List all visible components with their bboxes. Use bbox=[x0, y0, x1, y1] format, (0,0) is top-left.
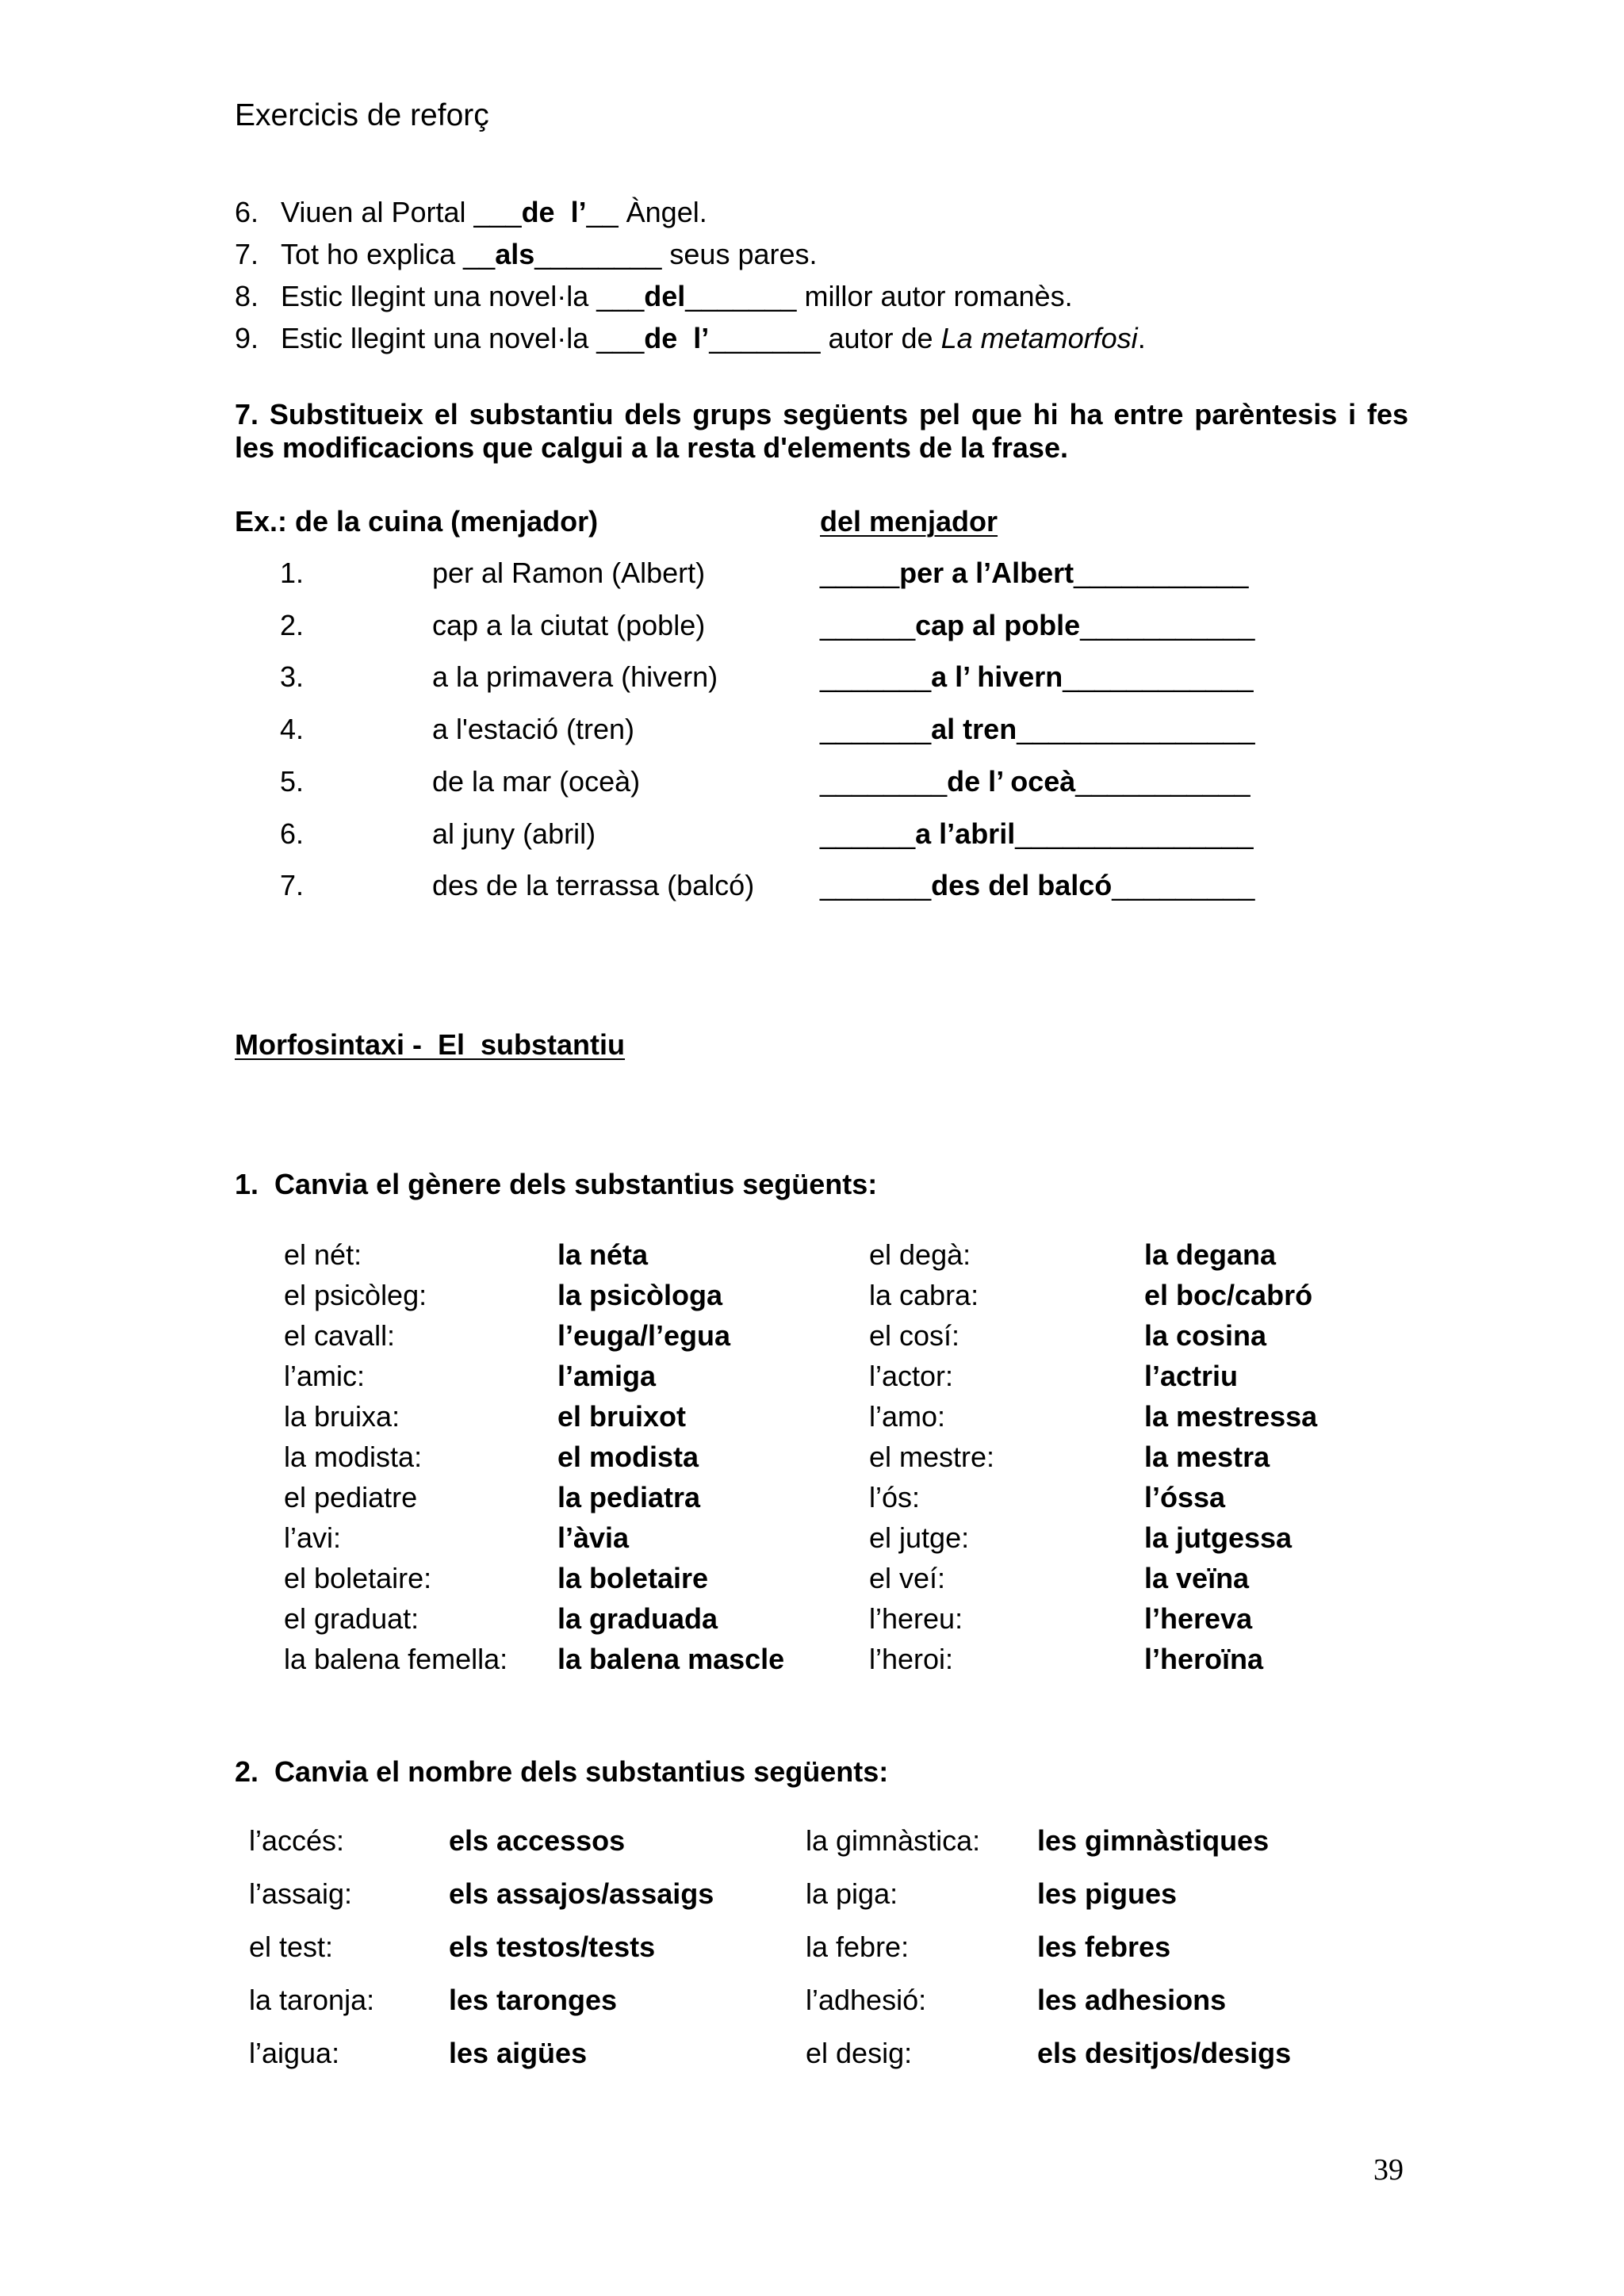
row-answer bbox=[820, 608, 1255, 641]
page-number: 39 bbox=[1373, 2153, 1404, 2187]
exercise7-instruction: 7. Substitueix el substantiu dels grups següents pel que hi ha entre parèntesis i fes les modificacions que calgui a la resta d'elements de la frase. bbox=[235, 398, 1408, 464]
answer-noun: les pigues bbox=[1037, 1877, 1178, 1910]
sentence-segment: del bbox=[644, 280, 686, 312]
source-noun: el veí: bbox=[869, 1562, 946, 1594]
row-number: 4. bbox=[280, 713, 304, 746]
item-number: 9. bbox=[235, 322, 259, 354]
source-noun: l’ós: bbox=[869, 1481, 921, 1513]
source-noun: l’heroi: bbox=[869, 1643, 954, 1675]
source-noun: l’avi: bbox=[284, 1521, 342, 1554]
row-answer bbox=[820, 559, 1248, 587]
sentence-segment: La metamorfosi bbox=[940, 322, 1138, 354]
answer-noun: el modista bbox=[557, 1441, 699, 1473]
answer-noun: l’euga/l’egua bbox=[557, 1319, 731, 1352]
source-noun: l’adhesió: bbox=[806, 1984, 927, 2016]
sentence-segment: . bbox=[1137, 322, 1146, 354]
answer-blank: _______________ bbox=[1017, 713, 1255, 746]
row-number: 1. bbox=[280, 557, 304, 589]
source-noun: el pediatre bbox=[284, 1481, 418, 1513]
source-noun: la modista: bbox=[284, 1441, 423, 1473]
answer-blank: _______ bbox=[820, 869, 932, 902]
source-noun: el cavall: bbox=[284, 1319, 396, 1352]
source-noun: l’accés: bbox=[249, 1824, 345, 1857]
answer-noun: les febres bbox=[1037, 1931, 1171, 1963]
answer-noun: la néta bbox=[557, 1238, 649, 1271]
source-noun: el jutge: bbox=[869, 1521, 970, 1554]
answer-text: de l’ oceà bbox=[947, 764, 1076, 798]
answer-blank: ____________ bbox=[1063, 660, 1254, 694]
source-noun: l’actor: bbox=[869, 1360, 954, 1392]
sentence-segment: de l’ bbox=[644, 322, 710, 354]
answer-text: des del balcó bbox=[931, 869, 1113, 902]
answer-noun: els assajos/assaigs bbox=[449, 1877, 714, 1910]
section-title: Morfosintaxi - El substantiu bbox=[235, 1028, 626, 1061]
row-answer bbox=[820, 715, 1255, 744]
row-number: 2. bbox=[280, 608, 304, 641]
answer-noun: la veïna bbox=[1144, 1562, 1250, 1594]
source-noun: la piga: bbox=[806, 1877, 898, 1910]
source-noun: el mestre: bbox=[869, 1441, 995, 1473]
source-noun: la bruixa: bbox=[284, 1400, 400, 1433]
row-number: 3. bbox=[280, 660, 304, 694]
row-question: a la primavera (hivern) bbox=[432, 660, 718, 694]
source-noun: el desig: bbox=[806, 2037, 913, 2069]
source-noun: l’assaig: bbox=[249, 1877, 353, 1910]
answer-noun: el bruixot bbox=[557, 1400, 687, 1433]
answer-noun: l’óssa bbox=[1144, 1481, 1226, 1513]
row-number: 5. bbox=[280, 764, 304, 798]
item-number: 6. bbox=[235, 196, 259, 228]
answer-text: cap al poble bbox=[915, 608, 1081, 641]
row-question: cap a la ciutat (poble) bbox=[432, 608, 706, 641]
header-title: Exercicis de reforç bbox=[235, 98, 489, 132]
sentence-segment: _______ autor de bbox=[709, 322, 941, 354]
answer-noun: els desitjos/desigs bbox=[1037, 2037, 1292, 2069]
source-noun: el nét: bbox=[284, 1238, 362, 1271]
answer-blank: ________ bbox=[820, 764, 948, 798]
answer-noun: l’àvia bbox=[557, 1521, 630, 1554]
answer-text: al tren bbox=[931, 713, 1017, 746]
item-sentence bbox=[281, 198, 707, 227]
row-number: 7. bbox=[280, 869, 304, 902]
answer-blank: _______ bbox=[820, 713, 932, 746]
answer-blank: ___________ bbox=[1080, 608, 1255, 641]
answer-blank: _______ bbox=[820, 660, 932, 694]
answer-noun: l’amiga bbox=[557, 1360, 657, 1392]
answer-noun: les adhesions bbox=[1037, 1984, 1227, 2016]
sentence-segment: de l’ bbox=[521, 196, 587, 228]
source-noun: l’hereu: bbox=[869, 1602, 963, 1635]
sentence-segment: Estic llegint una novel·la ___ bbox=[281, 280, 645, 312]
item-sentence bbox=[281, 282, 1073, 311]
answer-noun: la graduada bbox=[557, 1602, 718, 1635]
answer-noun: l’heroïna bbox=[1144, 1643, 1264, 1675]
source-noun: el test: bbox=[249, 1931, 334, 1963]
answer-noun: la degana bbox=[1144, 1238, 1277, 1271]
answer-noun: el boc/cabró bbox=[1144, 1279, 1313, 1311]
answer-noun: la pediatra bbox=[557, 1481, 701, 1513]
row-question: a l'estació (tren) bbox=[432, 713, 634, 746]
row-question: al juny (abril) bbox=[432, 817, 596, 850]
source-noun: el cosí: bbox=[869, 1319, 960, 1352]
exercise7-example-right: del menjador bbox=[820, 505, 998, 538]
answer-noun: la mestressa bbox=[1144, 1400, 1318, 1433]
answer-noun: la balena mascle bbox=[557, 1643, 785, 1675]
sentence-segment: Estic llegint una novel·la ___ bbox=[281, 322, 645, 354]
answer-noun: les gimnàstiques bbox=[1037, 1824, 1270, 1857]
source-noun: el boletaire: bbox=[284, 1562, 432, 1594]
answer-text: per a l’Albert bbox=[899, 557, 1074, 589]
source-noun: la febre: bbox=[806, 1931, 910, 1963]
exercise2-title: 2. Canvia el nombre dels substantius següents: bbox=[235, 1755, 889, 1788]
source-noun: l’amo: bbox=[869, 1400, 946, 1433]
item-sentence bbox=[281, 324, 1146, 353]
answer-noun: la boletaire bbox=[557, 1562, 709, 1594]
answer-blank: _______________ bbox=[1015, 817, 1254, 850]
answer-blank: ___________ bbox=[1074, 557, 1249, 589]
answer-noun: la psicòloga bbox=[557, 1279, 723, 1311]
answer-text: a l’abril bbox=[915, 817, 1016, 850]
sentence-segment: _______ millor autor romanès. bbox=[685, 280, 1073, 312]
answer-noun: les aigües bbox=[449, 2037, 588, 2069]
sentence-segment: ________ seus pares. bbox=[534, 238, 818, 270]
answer-blank: ___________ bbox=[1075, 764, 1251, 798]
answer-noun: les taronges bbox=[449, 1984, 618, 2016]
sentence-segment: __ Àngel. bbox=[586, 196, 707, 228]
row-answer bbox=[820, 660, 1254, 694]
row-question: de la mar (oceà) bbox=[432, 764, 641, 798]
answer-text: a l’ hivern bbox=[931, 660, 1063, 694]
source-noun: la taronja: bbox=[249, 1984, 375, 2016]
source-noun: el graduat: bbox=[284, 1602, 419, 1635]
row-number: 6. bbox=[280, 817, 304, 850]
answer-blank: ______ bbox=[820, 608, 916, 641]
row-answer bbox=[820, 871, 1254, 900]
answer-blank: ______ bbox=[820, 817, 916, 850]
sentence-segment: Tot ho explica __ bbox=[281, 238, 496, 270]
exercise7-example-left: Ex.: de la cuina (menjador) bbox=[235, 505, 599, 538]
row-question: per al Ramon (Albert) bbox=[432, 557, 706, 589]
answer-noun: la jutgessa bbox=[1144, 1521, 1293, 1554]
answer-noun: la mestra bbox=[1144, 1441, 1270, 1473]
answer-noun: la cosina bbox=[1144, 1319, 1267, 1352]
answer-blank: _____ bbox=[820, 557, 900, 589]
source-noun: el degà: bbox=[869, 1238, 971, 1271]
answer-noun: l’hereva bbox=[1144, 1602, 1253, 1635]
item-sentence bbox=[281, 240, 818, 269]
sentence-segment: Viuen al Portal ___ bbox=[281, 196, 522, 228]
source-noun: l’aigua: bbox=[249, 2037, 340, 2069]
item-number: 7. bbox=[235, 238, 259, 270]
source-noun: l’amic: bbox=[284, 1360, 366, 1392]
item-number: 8. bbox=[235, 280, 259, 312]
source-noun: el psicòleg: bbox=[284, 1279, 427, 1311]
answer-noun: l’actriu bbox=[1144, 1360, 1239, 1392]
source-noun: la balena femella: bbox=[284, 1643, 508, 1675]
source-noun: la gimnàstica: bbox=[806, 1824, 981, 1857]
answer-blank: _________ bbox=[1112, 869, 1255, 902]
exercise1-title: 1. Canvia el gènere dels substantius següents: bbox=[235, 1168, 878, 1200]
sentence-segment: als bbox=[495, 238, 535, 270]
row-question: des de la terrassa (balcó) bbox=[432, 869, 755, 902]
row-answer bbox=[820, 817, 1254, 850]
answer-noun: els accessos bbox=[449, 1824, 626, 1857]
row-answer bbox=[820, 764, 1251, 798]
source-noun: la cabra: bbox=[869, 1279, 979, 1311]
answer-noun: els testos/tests bbox=[449, 1931, 656, 1963]
